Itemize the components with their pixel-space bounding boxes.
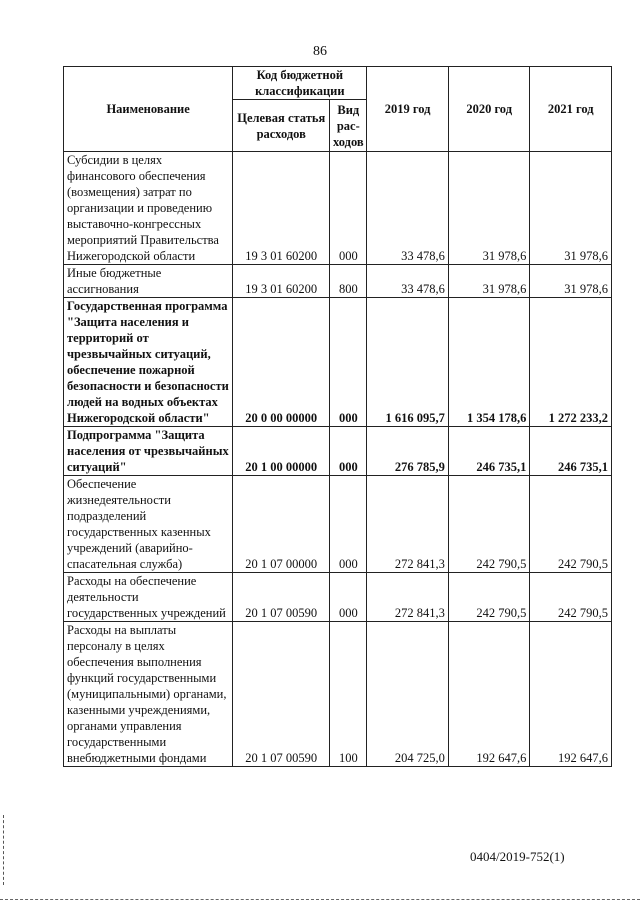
row-value-2021: 242 790,5 <box>530 476 612 573</box>
table-row <box>64 298 612 427</box>
row-expense-type: 000 <box>330 152 367 265</box>
row-value-2019: 276 785,9 <box>367 427 449 476</box>
table-row <box>64 152 612 265</box>
row-name: Подпрограмма "Защита населения от чрезвычайных ситуаций" <box>64 427 233 476</box>
row-name: Расходы на обеспечение деятельности государственных учреждений <box>64 573 233 622</box>
scan-artifact-bottom <box>0 899 640 900</box>
row-value-2021: 192 647,6 <box>530 622 612 767</box>
row-value-2019: 272 841,3 <box>367 476 449 573</box>
header-target-article: Целевая статья расходов <box>233 100 330 152</box>
row-expense-type: 000 <box>330 427 367 476</box>
header-2019: 2019 год <box>367 67 449 152</box>
row-name: Иные бюджетные ассигнования <box>64 265 233 298</box>
scan-artifact-left <box>3 815 6 885</box>
header-expense-type: Вид рас-ходов <box>330 100 367 152</box>
row-value-2020: 1 354 178,6 <box>448 298 530 427</box>
header-name: Наименование <box>64 67 233 152</box>
row-name: Государственная программа "Защита населения и территорий от чрезвычайных ситуаций, обеспечение пожарной безопасности и безопасности людей на водных объектах Нижегородской области" <box>64 298 233 427</box>
row-expense-type: 800 <box>330 265 367 298</box>
row-value-2021: 31 978,6 <box>530 152 612 265</box>
row-value-2019: 33 478,6 <box>367 152 449 265</box>
row-value-2019: 33 478,6 <box>367 265 449 298</box>
table-row <box>64 622 612 767</box>
row-value-2021: 1 272 233,2 <box>530 298 612 427</box>
row-value-2020: 242 790,5 <box>448 573 530 622</box>
row-value-2020: 246 735,1 <box>448 427 530 476</box>
row-expense-type: 000 <box>330 476 367 573</box>
row-target-code: 19 3 01 60200 <box>233 152 330 265</box>
table-row <box>64 427 612 476</box>
document-id: 0404/2019-752(1) <box>470 849 565 864</box>
row-target-code: 20 1 00 00000 <box>233 427 330 476</box>
row-value-2021: 31 978,6 <box>530 265 612 298</box>
row-value-2020: 242 790,5 <box>448 476 530 573</box>
table-row <box>64 573 612 622</box>
header-2021: 2021 год <box>530 67 612 152</box>
row-target-code: 20 0 00 00000 <box>233 298 330 427</box>
row-target-code: 20 1 07 00590 <box>233 622 330 767</box>
row-value-2020: 192 647,6 <box>448 622 530 767</box>
row-name: Обеспечение жизнедеятельности подразделений государственных казенных учреждений (аварийно-спасательная служба) <box>64 476 233 573</box>
row-value-2020: 31 978,6 <box>448 152 530 265</box>
table-row <box>64 476 612 573</box>
row-name: Субсидии в целях финансового обеспечения (возмещения) затрат по организации и проведению выставочно-конгрессных мероприятий Правительства Нижегородской области <box>64 152 233 265</box>
row-value-2019: 204 725,0 <box>367 622 449 767</box>
row-value-2019: 272 841,3 <box>367 573 449 622</box>
header-kbk-group: Код бюджетной классификации <box>233 67 367 100</box>
row-expense-type: 000 <box>330 573 367 622</box>
row-expense-type: 000 <box>330 298 367 427</box>
row-name: Расходы на выплаты персоналу в целях обеспечения выполнения функций государственными (муниципальными) органами, казенными учреждениями, органами управления государственными внебюджетными фондами <box>64 622 233 767</box>
budget-table <box>63 66 612 767</box>
row-value-2021: 246 735,1 <box>530 427 612 476</box>
row-target-code: 20 1 07 00000 <box>233 476 330 573</box>
row-target-code: 20 1 07 00590 <box>233 573 330 622</box>
row-value-2021: 242 790,5 <box>530 573 612 622</box>
header-2020: 2020 год <box>448 67 530 152</box>
row-expense-type: 100 <box>330 622 367 767</box>
table-row <box>64 265 612 298</box>
page-number: 86 <box>313 44 327 59</box>
row-value-2020: 31 978,6 <box>448 265 530 298</box>
row-value-2019: 1 616 095,7 <box>367 298 449 427</box>
row-target-code: 19 3 01 60200 <box>233 265 330 298</box>
